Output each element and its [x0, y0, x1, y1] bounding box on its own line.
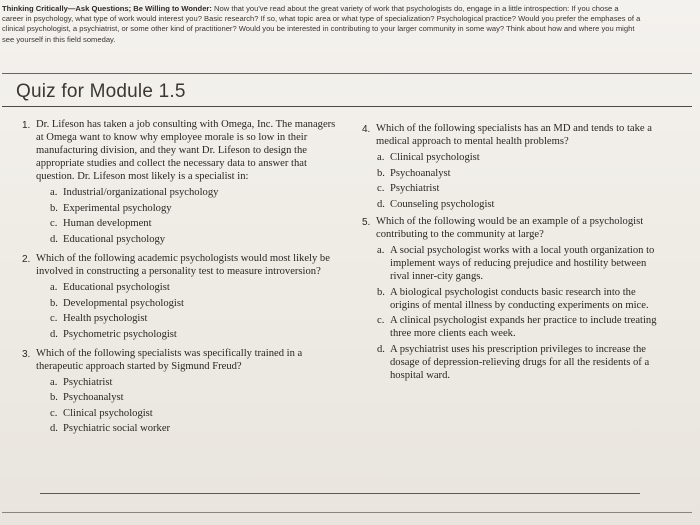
option-text: A biological psychologist conducts basic research into the origins of mental illness by conducting experiments on mice.: [390, 286, 649, 311]
answer-option: [22, 422, 340, 435]
intro-paragraph: [2, 4, 642, 45]
question-number: 1.: [22, 120, 31, 131]
option-text: Experimental psychology: [63, 202, 172, 214]
option-letter: a.: [50, 187, 58, 199]
option-text: Health psychologist: [63, 313, 148, 325]
answer-option: [22, 297, 340, 310]
divider-title: [2, 106, 692, 107]
answer-option: [362, 244, 662, 283]
question-text: Which of the following academic psychologists would most likely be involved in constructing a personality test to measure introversion?: [36, 253, 330, 278]
answer-option: [362, 314, 662, 340]
question-5: [362, 215, 662, 241]
quiz-column-left: [22, 118, 340, 435]
option-letter: b.: [377, 167, 385, 179]
option-letter: a.: [50, 376, 58, 388]
answer-option: [362, 151, 662, 164]
question-text: Which of the following would be an example of a psychologist contributing to the community at large?: [376, 215, 644, 240]
option-letter: b.: [50, 202, 58, 214]
option-text: Clinical psychologist: [390, 152, 480, 164]
answer-option: [22, 376, 340, 389]
option-letter: d.: [377, 343, 385, 355]
option-letter: a.: [377, 244, 385, 256]
option-letter: a.: [50, 282, 58, 294]
answer-option: [22, 186, 340, 199]
option-letter: c.: [377, 315, 385, 327]
option-text: Psychoanalyst: [63, 392, 124, 404]
option-letter: c.: [50, 407, 58, 419]
question-3: [22, 347, 340, 373]
answer-option: [362, 198, 662, 211]
answer-option: [22, 391, 340, 404]
answer-option: [362, 343, 662, 382]
option-letter: d.: [377, 198, 385, 210]
option-text: Industrial/organizational psychology: [63, 187, 219, 199]
option-text: Psychiatrist: [390, 183, 440, 195]
question-number: 4.: [362, 124, 371, 135]
option-letter: a.: [377, 152, 385, 164]
divider-page-edge: [2, 512, 692, 513]
option-letter: b.: [377, 286, 385, 298]
option-text: Counseling psychologist: [390, 198, 495, 210]
answer-option: [362, 182, 662, 195]
page-title: Quiz for Module 1.5: [16, 81, 186, 102]
question-number: 3.: [22, 348, 31, 360]
option-text: A clinical psychologist expands her practice to include treating three more clients each week.: [390, 315, 657, 340]
divider-bottom: [40, 493, 640, 494]
option-text: Human development: [63, 218, 152, 230]
option-text: A social psychologist works with a local youth organization to implement ways of reducing prejudice and hostility between rival inner-city gangs.: [390, 244, 655, 283]
option-letter: d.: [50, 423, 58, 435]
option-letter: b.: [50, 297, 58, 309]
question-1: [22, 118, 340, 183]
answer-option: [22, 202, 340, 215]
option-letter: c.: [50, 218, 58, 230]
option-letter: d.: [50, 328, 58, 340]
answer-option: [362, 167, 662, 180]
answer-option: [22, 217, 340, 230]
answer-option: [22, 312, 340, 325]
question-text: Which of the following specialists was specifically trained in a therapeutic approach started by Sigmund Freud?: [36, 347, 303, 372]
option-text: Educational psychology: [63, 233, 166, 245]
option-text: Psychiatrist: [63, 376, 113, 388]
question-2: [22, 252, 340, 278]
question-4: [362, 122, 662, 148]
option-text: Psychoanalyst: [390, 167, 451, 179]
answer-option: [22, 233, 340, 246]
option-text: A psychiatrist uses his prescription privileges to increase the dosage of depression-relieving drugs for all the residents of a hospital ward.: [390, 343, 650, 381]
question-number: 5.: [362, 216, 371, 228]
question-text: Dr. Lifeson has taken a job consulting with Omega, Inc. The managers at Omega want to know why employee morale is so low in their manufacturing division, and they want Dr. Lifeson to design the appropriate studies and collect the necessary data to answer that question. Dr. Lifeson most likely is a specialist in:: [36, 119, 336, 183]
intro-heading: Thinking Critically—Ask Questions; Be Willing to Wonder:: [2, 4, 212, 13]
option-text: Psychiatric social worker: [63, 423, 171, 435]
option-text: Developmental psychologist: [63, 297, 184, 309]
option-text: Educational psychologist: [63, 282, 170, 294]
question-text: Which of the following specialists has an MD and tends to take a medical approach to mental health problems?: [376, 123, 652, 148]
option-text: Psychometric psychologist: [63, 328, 177, 340]
option-text: Clinical psychologist: [63, 407, 153, 419]
question-number: 2.: [22, 254, 31, 266]
option-letter: b.: [50, 392, 58, 404]
quiz-column-right: [362, 122, 662, 382]
option-letter: d.: [50, 233, 58, 245]
answer-option: [22, 407, 340, 420]
intro-body: Now that you've read about the great variety of work that psychologists do, engage in a little introspection: If you chose a career in psychology, what type of work would interest you? Basic research? If so, what topic area or what type of specialization? Psychological practice? Would you prefer the emphases of a clinical psychologist, a psychiatrist, or some other kind of practitioner? Would you be interested in contributing to your larger community in some way? Think about how and where you might see yourself in this field someday.: [2, 4, 641, 44]
divider-top: [2, 73, 692, 74]
answer-option: [362, 286, 662, 312]
answer-option: [22, 281, 340, 294]
option-letter: c.: [377, 183, 385, 195]
option-letter: c.: [50, 313, 58, 325]
answer-option: [22, 328, 340, 341]
